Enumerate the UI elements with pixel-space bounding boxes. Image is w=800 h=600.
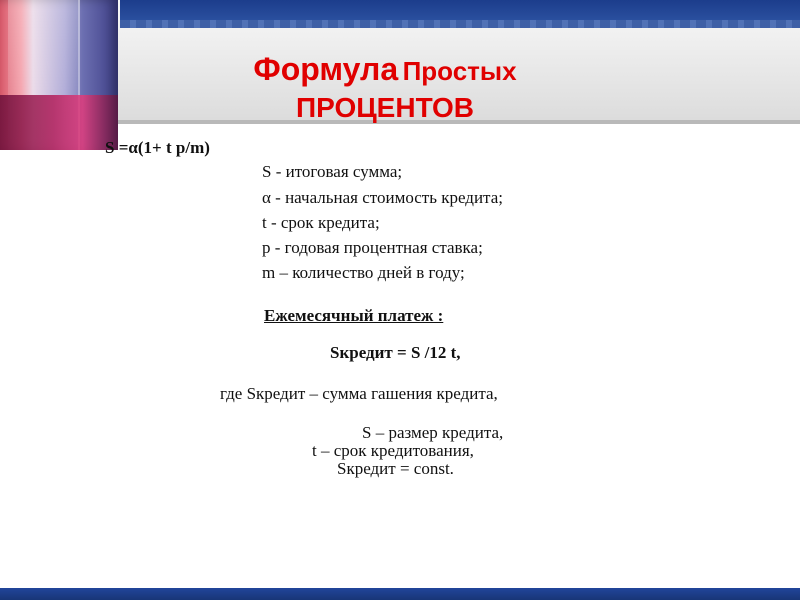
- monthly-payment-formula: Sкредит = S /12 t,: [330, 343, 461, 362]
- definition-p: p - годовая процентная ставка;: [262, 238, 483, 257]
- title-word-simple: Простых: [402, 56, 517, 86]
- slide-title-line2: ПРОЦЕНТОВ: [296, 92, 474, 123]
- definition-m: m – количество дней в году;: [262, 263, 465, 282]
- where-explanation: где Sкредит – сумма гашения кредита,: [220, 384, 498, 403]
- note-const: Sкредит = const.: [337, 459, 454, 478]
- main-formula: S =α(1+ t p/m): [105, 138, 210, 157]
- header-blue-band: [120, 0, 800, 20]
- title-word-formula: Формула: [253, 51, 399, 87]
- slide-title-line1: [150, 51, 620, 88]
- lab-flask-photo: [0, 0, 118, 150]
- definition-s: S - итоговая сумма;: [262, 162, 403, 181]
- flask-liquid: [0, 95, 118, 150]
- definition-t: t - срок кредита;: [262, 213, 380, 232]
- header-band-stripes: [120, 20, 800, 28]
- definition-alpha: α - начальная стоимость кредита;: [262, 188, 503, 207]
- note-s-size: S – размер кредита,: [362, 423, 504, 442]
- note-t-term: t – срок кредитования,: [312, 441, 474, 460]
- monthly-payment-heading: Ежемесячный платеж :: [264, 306, 444, 325]
- footer-blue-band: [0, 588, 800, 600]
